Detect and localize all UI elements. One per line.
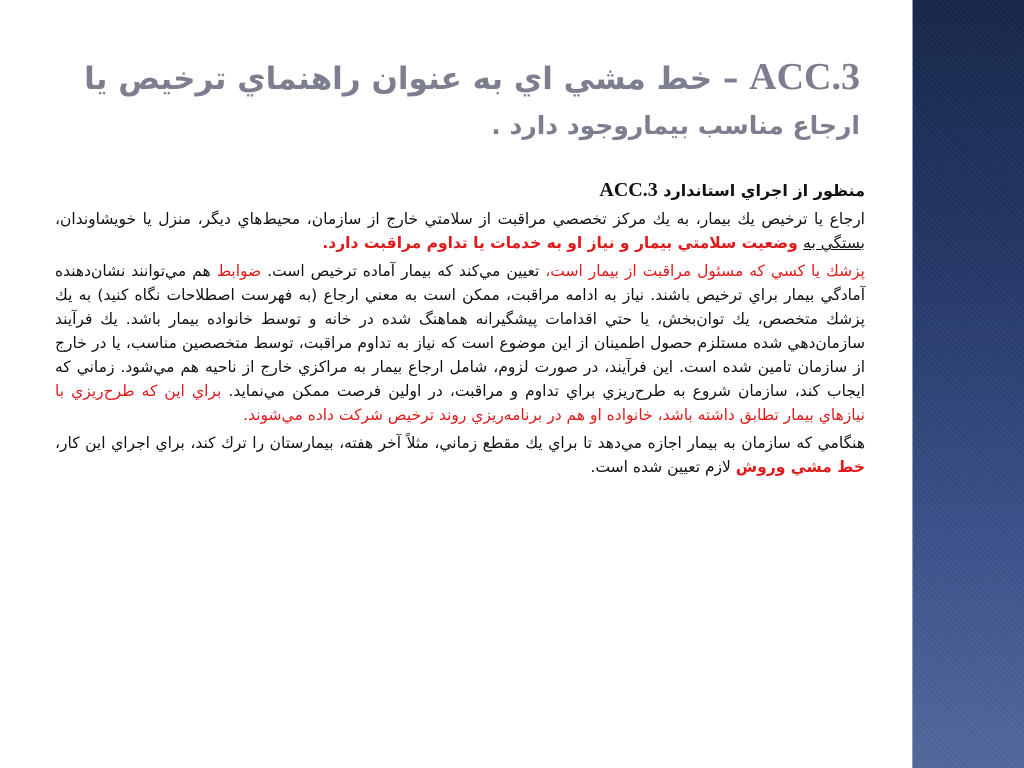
p2-highlight-2: ضوابط xyxy=(216,262,262,280)
subheading-text: منظور از اجراي استاندارد xyxy=(657,181,865,200)
paragraph-1 xyxy=(55,207,865,255)
p1-underlined: بستگي به xyxy=(803,234,865,252)
p3-text-1: هنگامي كه سازمان به بيمار اجازه مي‌دهد تا براي يك مقطع زماني، مثلاً آخر هفته، بيمارستان را ترك كند، براي اجراي اين كار، xyxy=(55,434,865,452)
p1-text: ارجاع يا ترخيص يك بيمار، به يك مركز تخصصي مراقبت از سلامتي خارج از سازمان، محيط‌هاي ديگر، منزل يا خويشاوندان، xyxy=(55,210,865,228)
subheading xyxy=(55,178,865,203)
p2-highlight-1: پزشك يا كسي كه مسئول مراقبت از بيمار است، xyxy=(545,262,865,280)
slide-title xyxy=(60,52,860,148)
slide-body xyxy=(55,178,865,483)
p1-highlight: وضعيت سلامتي بيمار و نياز او به خدمات يا تداوم مراقبت دارد. xyxy=(322,234,804,252)
p2-text-1: تعيين مي‌كند كه بيمار آماده ترخيص است. xyxy=(261,262,546,280)
title-line-1 xyxy=(60,52,860,104)
p3-highlight: خط مشي وروش xyxy=(735,458,865,476)
paragraph-3 xyxy=(55,431,865,479)
subheading-code: ACC.3 xyxy=(599,179,658,201)
decorative-sidebar xyxy=(912,0,1024,768)
title-line-1-text: – خط مشي اي به عنوان راهنماي ترخيص يا xyxy=(84,61,750,97)
title-code: ACC.3 xyxy=(749,56,860,98)
paragraph-2 xyxy=(55,259,865,427)
p3-text-2: لازم تعيين شده است. xyxy=(590,458,736,476)
title-line-2: ارجاع مناسب بيماروجود دارد . xyxy=(491,111,860,140)
p2-highlight-3: براي اين كه طرح‌ريزي با نيازهاي بيمار تطابق داشته باشد، خانواده او هم در برنامه‌ريزي روند ترخيص شركت داده مي‌شوند. xyxy=(55,382,865,424)
p2-text-2: هم مي‌توانند نشان‌دهنده آمادگي بيمار براي ترخيص باشند. نياز به ادامه مراقبت، ممكن است به معني ارجاع (به فهرست اصطلاحات نگاه كنيد) به يك پزشك متخصص، يك توان‌بخش، يا حتي اقدامات پيشگيرانه هماهنگ شده در خانه و توسط خانواده بيمار باشد. يك فرآيند سازمان‌دهي شده مستلزم حصول اطمينان از اين موضوع است كه نياز به تداوم مراقبت، توسط متخصصين مناسب، يا در خارج از سازمان تامين شده است. اين فرآيند، در صورت لزوم، شامل ارجاع بيمار به مراكزي خارج از ناحيه هم مي‌شود. زماني كه ايجاب كند، سازمان شروع به طرح‌ريزي براي تداوم و مراقبت، در اولين فرصت ممكن مي‌نمايد. xyxy=(55,262,865,400)
